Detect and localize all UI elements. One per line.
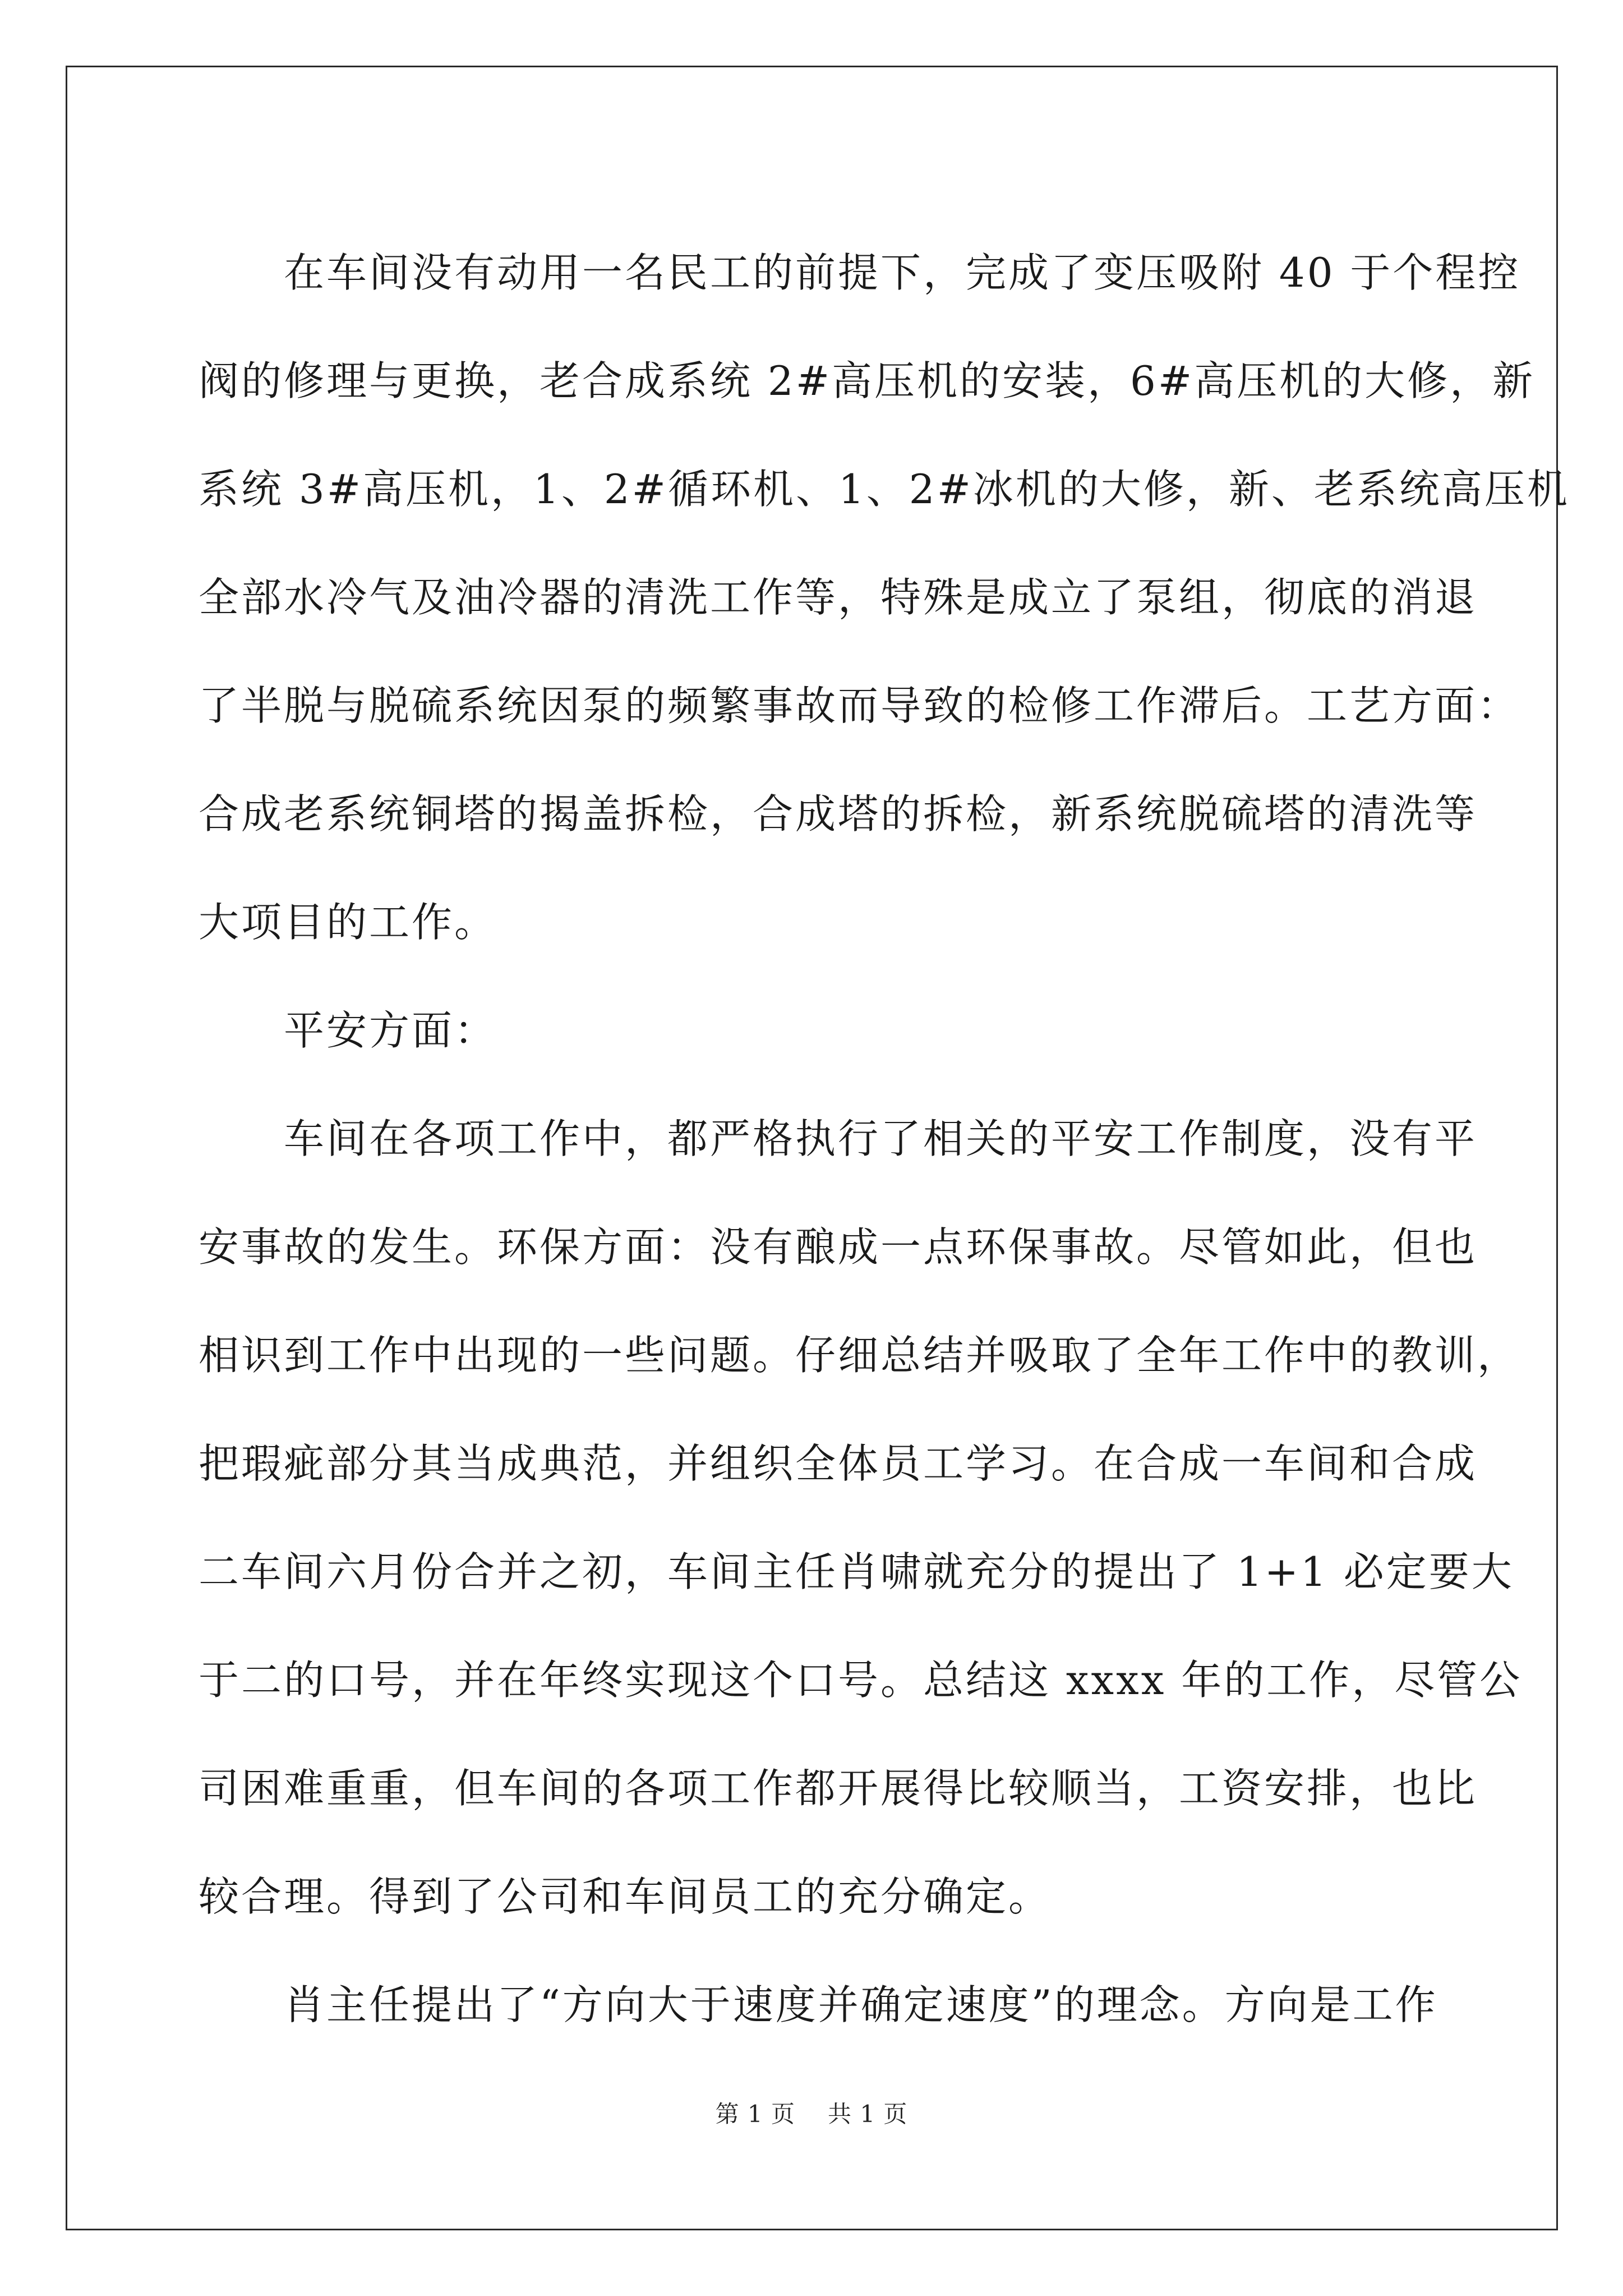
text-line: 平安方面： — [284, 1007, 497, 1054]
paragraph-direction — [199, 1951, 1438, 2059]
paragraph-safety-heading — [199, 977, 1427, 1085]
text-line: 安事故的发生。环保方面：没有酿成一点环保事故。尽管如此，但也 — [199, 1223, 1478, 1271]
text-line: 肖主任提出了“方向大于速度并确定速度”的理念。方向是工作 — [284, 1981, 1438, 2028]
text-line: 把瑕疵部分其当成典范，并组织全体员工学习。在合成一车间和合成 — [199, 1440, 1478, 1487]
text-line: 阀的修理与更换，老合成系统 2#高压机的安装，6#高压机的大修，新 — [199, 357, 1536, 404]
text-line: 了半脱与脱硫系统因泵的频繁事故而导致的检修工作滞后。工艺方面： — [199, 682, 1520, 729]
text-line: 在车间没有动用一名民工的前提下，完成了变压吸附 40 于个程控 — [284, 249, 1521, 296]
text-line: 二车间六月份合并之初，车间主任肖啸就充分的提出了 1+1 必定要大 — [199, 1548, 1514, 1595]
text-line: 全部水冷气及油冷器的清洗工作等，特殊是成立了泵组，彻底的消退 — [199, 574, 1478, 621]
paragraph-safety-environment — [199, 1085, 1523, 1951]
text-line: 车间在各项工作中，都严格执行了相关的平安工作制度，没有平 — [284, 1115, 1478, 1162]
page-footer — [0, 2096, 1623, 2129]
text-line: 系统 3#高压机，1、2#循环机、1、2#冰机的大修，新、老系统高压机 — [199, 466, 1570, 513]
text-line: 相识到工作中出现的一些问题。仔细总结并吸取了全年工作中的教训， — [199, 1332, 1520, 1379]
text-line: 于二的口号，并在年终实现这个口号。总结这 xxxx 年的工作，尽管公 — [199, 1657, 1523, 1704]
page-total: 共 1 页 — [828, 2100, 908, 2128]
page-number: 第 1 页 — [715, 2100, 795, 2128]
text-line: 较合理。得到了公司和车间员工的充分确定。 — [199, 1873, 1052, 1920]
paragraph-maintenance — [199, 219, 1570, 977]
text-line: 合成老系统铜塔的揭盖拆检，合成塔的拆检，新系统脱硫塔的清洗等 — [199, 790, 1478, 838]
text-line: 司困难重重，但车间的各项工作都开展得比较顺当，工资安排，也比 — [199, 1765, 1478, 1812]
document-body — [199, 219, 1570, 2059]
text-line: 大项目的工作。 — [199, 899, 497, 946]
